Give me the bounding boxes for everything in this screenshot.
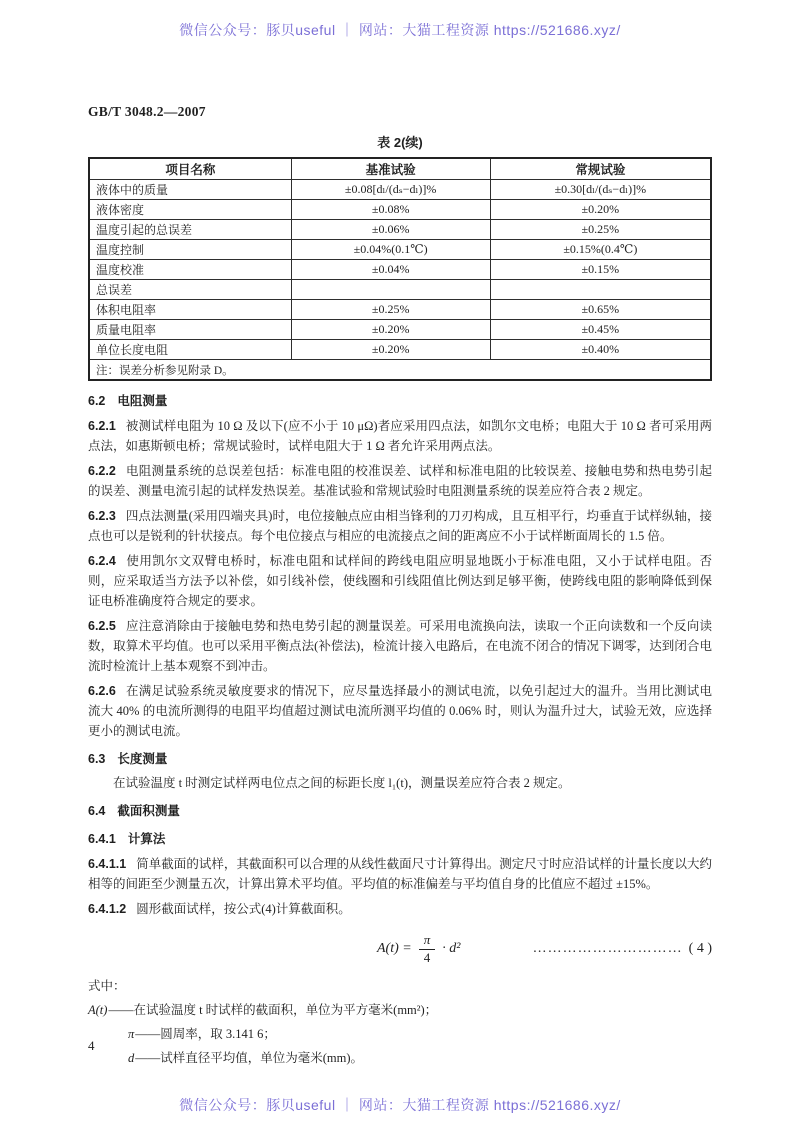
error-requirements-table [88, 157, 712, 381]
definition-pi: π——圆周率，取 3.141 6； [128, 1026, 276, 1041]
clause-6-2-5: 6.2.5 应注意消除由于接触电势和热电势引起的测量误差。可采用电流换向法，读取一个正向读数和一个反向读数，取算术平均值。也可以采用平衡点法(补偿法)，检流计接入电路后，在电流不闭合的情况下调零，达到闭合电流时检流计上基本观察不到冲击。 [88, 619, 712, 673]
table-row: 质量电阻率 ±0.20% ±0.45% [89, 320, 711, 340]
clause-6-4-1-2: 6.4.1.2 圆形截面试样，按公式(4)计算截面积。 [88, 902, 351, 916]
clause-6-2-2: 6.2.2 电阻测量系统的总误差包括：标准电阻的校准误差、试样和标准电阻的比较误差、接触电势和热电势引起的误差、测量电流引起的试样发热误差。基准试验和常规试验时电阻测量系统的误差应符合表 2 规定。 [88, 464, 712, 498]
formula-lhs: A(t) = [376, 941, 412, 957]
section-heading-6-4-1: 6.4.1 计算法 [88, 832, 166, 846]
col-header-regular-test: 常规试验 [490, 158, 711, 180]
formula-rhs: · d² [442, 941, 461, 957]
page-content [88, 104, 712, 1072]
col-header-base-test: 基准试验 [291, 158, 490, 180]
definition-d: d——试样直径平均值，单位为毫米(mm)。 [128, 1050, 364, 1065]
table-row-group: 总误差 [89, 280, 711, 300]
table-note: 注：误差分析参见附录 D。 [89, 360, 711, 381]
table-row: 温度引起的总误差 ±0.06% ±0.25% [89, 220, 711, 240]
clause-6-3-body: 在试验温度 t 时测定试样两电位点之间的标距长度 l₁(t)，测量误差应符合表 2 规定。 [113, 776, 571, 790]
col-header-item: 项目名称 [89, 158, 291, 180]
section-heading-6-3: 6.3 长度测量 [88, 752, 168, 766]
definitions-intro: 式中： [88, 978, 126, 993]
table-note-row [89, 360, 711, 381]
table-title: 表 2(续) [377, 135, 423, 150]
formula-dot-leader: ………………………… [532, 941, 683, 957]
section-heading-6-4: 6.4 截面积测量 [88, 804, 180, 818]
clause-6-4-1-1: 6.4.1.1 简单截面的试样，其截面积可以合理的从线性截面尺寸计算得出。测定尺寸时应沿试样的计量长度以大约相等的间距至少测量五次，计算出算术平均值。平均值的标准偏差与平均值自身的比值应不超过 ±15%。 [88, 857, 712, 891]
table-row: 温度校准 ±0.04% ±0.15% [89, 260, 711, 280]
clause-6-2-3: 6.2.3 四点法测量(采用四端夹具)时，电位接触点应由相当锋利的刀刃构成，且互相平行，均垂直于试样纵轴，接点也可以是锐利的针状接点。每个电位接点与相应的电流接点之间的距离应不小于试样断面周长的 1.5 倍。 [88, 509, 712, 543]
fraction-denominator: 4 [423, 949, 431, 965]
clause-6-2-1: 6.2.1 被测试样电阻为 10 Ω 及以下(应不小于 10 μΩ)者应采用四点法，如凯尔文电桥；电阻大于 10 Ω 者可采用两点法，如惠斯顿电桥；常规试验时，试样电阻大于 1 Ω 者允许采用两点法。 [88, 419, 712, 453]
table-row: 单位长度电阻 ±0.20% ±0.40% [89, 340, 711, 360]
body-text [88, 391, 712, 1068]
page-number: 4 [88, 1038, 95, 1053]
fraction-numerator: π [419, 933, 436, 950]
formula-4 [88, 933, 712, 966]
formula-fraction [419, 933, 436, 966]
definition-A-t: A(t)——在试验温度 t 时试样的截面积，单位为平方毫米(mm²)； [88, 1002, 438, 1017]
standard-number: GB/T 3048.2—2007 [88, 104, 206, 119]
watermark-top: 微信公众号：豚贝useful ｜ 网站：大猫工程资源 https://521686.xyz/ [179, 22, 621, 38]
table-row: 温度控制 ±0.04%(0.1℃) ±0.15%(0.4℃) [89, 240, 711, 260]
watermark-bottom: 微信公众号：豚贝useful ｜ 网站：大猫工程资源 https://521686.xyz/ [179, 1097, 621, 1113]
table-row: 液体中的质量 ±0.08[dₗ/(dₛ−dₗ)]% ±0.30[dₗ/(dₛ−dₗ)]% [89, 180, 711, 200]
formula-number: ( 4 ) [688, 941, 712, 957]
table-row: 液体密度 ±0.08% ±0.20% [89, 200, 711, 220]
clause-6-2-4: 6.2.4 使用凯尔文双臂电桥时，标准电阻和试样间的跨线电阻应明显地既小于标准电阻，又小于试样电阻。否则，应采取适当方法予以补偿，如引线补偿，使线圈和引线阻值比例达到足够平衡，使跨线电阻的影响降低到保证电桥准确度符合规定的要求。 [88, 554, 712, 608]
section-heading-6-2: 6.2 电阻测量 [88, 394, 168, 408]
clause-6-2-6: 6.2.6 在满足试验系统灵敏度要求的情况下，应尽量选择最小的测试电流，以免引起过大的温升。当用比测试电流大 40% 的电流所测得的电阻平均值超过测试电流所测平均值的 0.06% 时，则认为温升过大，试验无效，应选择更小的测试电流。 [88, 684, 712, 738]
table-row: 体积电阻率 ±0.25% ±0.65% [89, 300, 711, 320]
table-header-row [89, 158, 711, 180]
